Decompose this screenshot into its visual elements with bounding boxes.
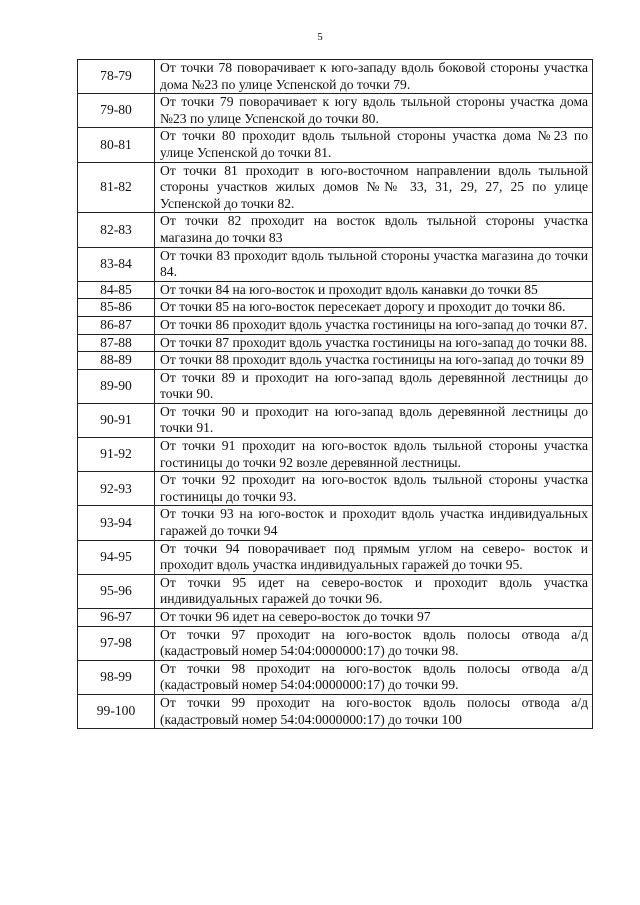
description-cell: От точки 83 проходит вдоль тыльной стороны участка магазина до точки 84. [155, 247, 593, 281]
table-row [78, 60, 593, 94]
segment-cell: 96-97 [78, 609, 155, 627]
table-row [78, 660, 593, 694]
table-row [78, 438, 593, 472]
table-row [78, 94, 593, 128]
description-cell: От точки 95 идет на северо-восток и проходит вдоль участка индивидуальных гаражей до точки 96. [155, 574, 593, 608]
segment-cell: 80-81 [78, 128, 155, 162]
table-row [78, 162, 593, 213]
table-row [78, 299, 593, 317]
segment-cell: 91-92 [78, 438, 155, 472]
description-cell: От точки 92 проходит на юго-восток вдоль тыльной стороны участка гостиницы до точки 93. [155, 472, 593, 506]
table-row [78, 128, 593, 162]
segment-cell: 82-83 [78, 213, 155, 247]
description-cell: От точки 88 проходит вдоль участка гостиницы на юго-запад до точки 89 [155, 352, 593, 370]
table-row [78, 694, 593, 728]
table-row [78, 213, 593, 247]
description-cell: От точки 96 идет на северо-восток до точки 97 [155, 609, 593, 627]
description-cell: От точки 81 проходит в юго-восточном направлении вдоль тыльной стороны участков жилых домов №№ 33, 31, 29, 27, 25 по улице Успенской до точки 82. [155, 162, 593, 213]
description-cell: От точки 89 и проходит на юго-запад вдоль деревянной лестницы до точки 90. [155, 369, 593, 403]
segment-cell: 78-79 [78, 60, 155, 94]
table-row [78, 316, 593, 334]
table-row [78, 352, 593, 370]
description-cell: От точки 99 проходит на юго-восток вдоль полосы отвода а/д (кадастровый номер 54:04:0000000:17) до точки 100 [155, 694, 593, 728]
table-row [78, 472, 593, 506]
description-cell: От точки 90 и проходит на юго-запад вдоль деревянной лестницы до точки 91. [155, 403, 593, 437]
segment-cell: 95-96 [78, 574, 155, 608]
table-row [78, 609, 593, 627]
description-cell: От точки 86 проходит вдоль участка гостиницы на юго-запад до точки 87. [155, 316, 593, 334]
segment-cell: 92-93 [78, 472, 155, 506]
segment-cell: 79-80 [78, 94, 155, 128]
segment-cell: 94-95 [78, 540, 155, 574]
segment-cell: 81-82 [78, 162, 155, 213]
boundary-description-table [77, 59, 593, 729]
description-cell: От точки 79 поворачивает к югу вдоль тыльной стороны участка дома №23 по улице Успенской до точки 80. [155, 94, 593, 128]
description-cell: От точки 98 проходит на юго-восток вдоль полосы отвода а/д (кадастровый номер 54:04:0000000:17) до точки 99. [155, 660, 593, 694]
description-cell: От точки 85 на юго-восток пересекает дорогу и проходит до точки 86. [155, 299, 593, 317]
segment-cell: 83-84 [78, 247, 155, 281]
segment-cell: 84-85 [78, 281, 155, 299]
table-row [78, 403, 593, 437]
description-cell: От точки 94 поворачивает под прямым углом на северо- восток и проходит вдоль участка индивидуальных гаражей до точки 95. [155, 540, 593, 574]
segment-cell: 98-99 [78, 660, 155, 694]
description-cell: От точки 80 проходит вдоль тыльной стороны участка дома №23 по улице Успенской до точки 81. [155, 128, 593, 162]
description-cell: От точки 78 поворачивает к юго-западу вдоль боковой стороны участка дома №23 по улице Успенской до точки 79. [155, 60, 593, 94]
description-cell: От точки 87 проходит вдоль участка гостиницы на юго-запад до точки 88. [155, 334, 593, 352]
description-cell: От точки 84 на юго-восток и проходит вдоль канавки до точки 85 [155, 281, 593, 299]
segment-cell: 90-91 [78, 403, 155, 437]
description-cell: От точки 82 проходит на восток вдоль тыльной стороны участка магазина до точки 83 [155, 213, 593, 247]
segment-cell: 87-88 [78, 334, 155, 352]
table-row [78, 574, 593, 608]
description-cell: От точки 91 проходит на юго-восток вдоль тыльной стороны участка гостиницы до точки 92 возле деревянной лестницы. [155, 438, 593, 472]
segment-cell: 99-100 [78, 694, 155, 728]
table-row [78, 281, 593, 299]
table-row [78, 540, 593, 574]
page-number: 5 [317, 31, 323, 43]
segment-cell: 85-86 [78, 299, 155, 317]
table-row [78, 369, 593, 403]
segment-cell: 93-94 [78, 506, 155, 540]
segment-cell: 86-87 [78, 316, 155, 334]
segment-cell: 88-89 [78, 352, 155, 370]
table-row [78, 247, 593, 281]
description-cell: От точки 93 на юго-восток и проходит вдоль участка индивидуальных гаражей до точки 94 [155, 506, 593, 540]
table-row [78, 506, 593, 540]
segment-cell: 97-98 [78, 626, 155, 660]
table-row [78, 626, 593, 660]
table-row [78, 334, 593, 352]
segment-cell: 89-90 [78, 369, 155, 403]
description-cell: От точки 97 проходит на юго-восток вдоль полосы отвода а/д (кадастровый номер 54:04:0000000:17) до точки 98. [155, 626, 593, 660]
